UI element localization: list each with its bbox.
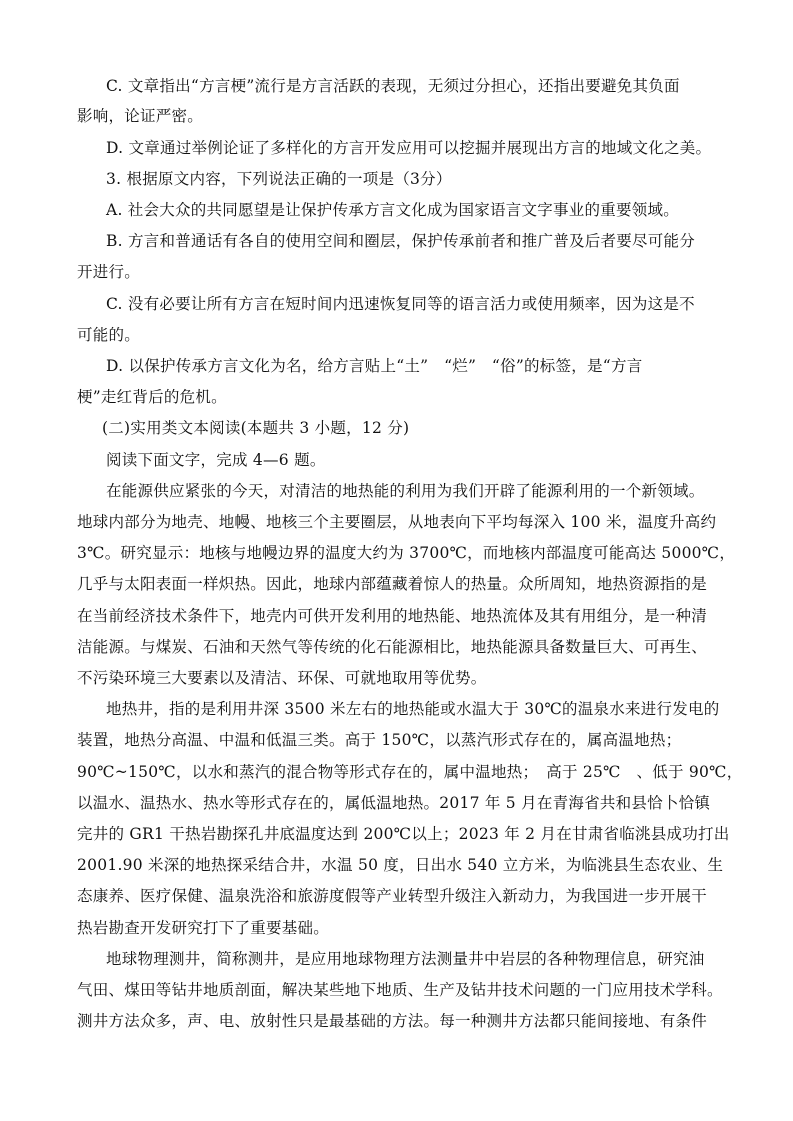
- q3-option-d-line-1: D. 以保护传承方言文化为名，给方言贴上“土” “烂” “俗”的标签，是“方言: [106, 357, 643, 375]
- paragraph-1-line-2: 地球内部分为地壳、地幔、地核三个主要圈层，从地表向下平均每深入 100 米，温度升高约: [77, 513, 717, 531]
- paragraph-2-line-3: 90℃~150℃，以水和蒸汽的混合物等形式存在的，属中温地热； 高于 25℃ 、低于 90℃，: [77, 763, 743, 781]
- paragraph-2-line-6: 2001.90 米深的地热探采结合井，水温 50 度，日出水 540 立方米，为临洮县生态农业、生: [77, 856, 724, 874]
- paragraph-1-line-7: 不污染环境三大要素以及清洁、环保、可就地取用等优势。: [77, 669, 487, 687]
- paragraph-2-line-2: 装置，地热分高温、中温和低温三类。高于 150℃，以蒸汽形式存在的，属高温地热；: [77, 731, 682, 749]
- q3-option-d-line-2: 梗”走红背后的危机。: [77, 388, 227, 406]
- q3-option-b-line-1: B. 方言和普通话有各自的使用空间和圈层，保护传承前者和推广普及后者要尽可能分: [106, 232, 695, 250]
- paragraph-2-line-5: 完井的 GR1 干热岩勘探孔井底温度达到 200℃以上；2023 年 2 月在甘肃省临洮县成功打出: [77, 825, 730, 843]
- paragraph-3-line-3: 测井方法众多，声、电、放射性只是最基础的方法。每一种测井方法都只能间接地、有条件: [77, 1012, 708, 1030]
- reading-instruction: 阅读下面文字，完成 4—6 题。: [106, 451, 326, 469]
- q3-option-c-line-2: 可能的。: [77, 326, 141, 344]
- q3-option-b-line-2: 开进行。: [77, 263, 141, 281]
- q3-option-c-line-1: C. 没有必要让所有方言在短时间内迅速恢复同等的语言活力或使用频率，因为这是不: [106, 295, 695, 313]
- paragraph-2-line-8: 热岩勘查开发研究打下了重要基础。: [77, 919, 330, 937]
- question-3-stem: 3. 根据原文内容，下列说法正确的一项是（3分）: [106, 170, 452, 188]
- paragraph-3-line-1: 地球物理测井，简称测井，是应用地球物理方法测量井中岩层的各种物理信息，研究油: [106, 950, 705, 968]
- q3-option-a: A. 社会大众的共同愿望是让保护传承方言文化成为国家语言文字事业的重要领域。: [106, 201, 680, 219]
- section-heading: (二)实用类文本阅读(本题共 3 小题，12 分): [102, 419, 410, 437]
- paragraph-1-line-4: 几乎与太阳表面一样炽热。因此，地球内部蕴藏着惊人的热量。众所周知，地热资源指的是: [77, 575, 708, 593]
- paragraph-2-line-1: 地热井，指的是利用井深 3500 米左右的地热能或水温大于 30℃的温泉水来进行发电的: [106, 700, 720, 718]
- paragraph-1-line-5: 在当前经济技术条件下，地壳内可供开发利用的地热能、地热流体及其有用组分，是一种清: [77, 607, 708, 625]
- paragraph-2-line-7: 态康养、医疗保健、温泉洗浴和旅游度假等产业转型升级注入新动力，为我国进一步开展干: [77, 887, 708, 905]
- option-c-line-2: 影响，论证严密。: [77, 107, 204, 125]
- paragraph-2-line-4: 以温水、温热水、热水等形式存在的，属低温地热。2017 年 5 月在青海省共和县恰卜恰镇: [77, 794, 711, 812]
- paragraph-1-line-1: 在能源供应紧张的今天，对清洁的地热能的利用为我们开辟了能源利用的一个新领域。: [106, 482, 705, 500]
- option-d-line: D. 文章通过举例论证了多样化的方言开发应用可以挖掘并展现出方言的地域文化之美。: [106, 139, 712, 157]
- paragraph-1-line-3: 3℃。研究显示：地核与地幔边界的温度大约为 3700℃，而地核内部温度可能高达 5000℃，: [77, 544, 736, 562]
- option-c-line-1: C. 文章指出“方言梗”流行是方言活跃的表现，无须过分担心，还指出要避免其负面: [106, 77, 680, 95]
- paragraph-1-line-6: 洁能源。与煤炭、石油和天然气等传统的化石能源相比，地热能源具备数量巨大、可再生、: [77, 638, 708, 656]
- paragraph-3-line-2: 气田、煤田等钻井地质剖面，解决某些地下地质、生产及钻井技术问题的一门应用技术学科。: [77, 981, 723, 999]
